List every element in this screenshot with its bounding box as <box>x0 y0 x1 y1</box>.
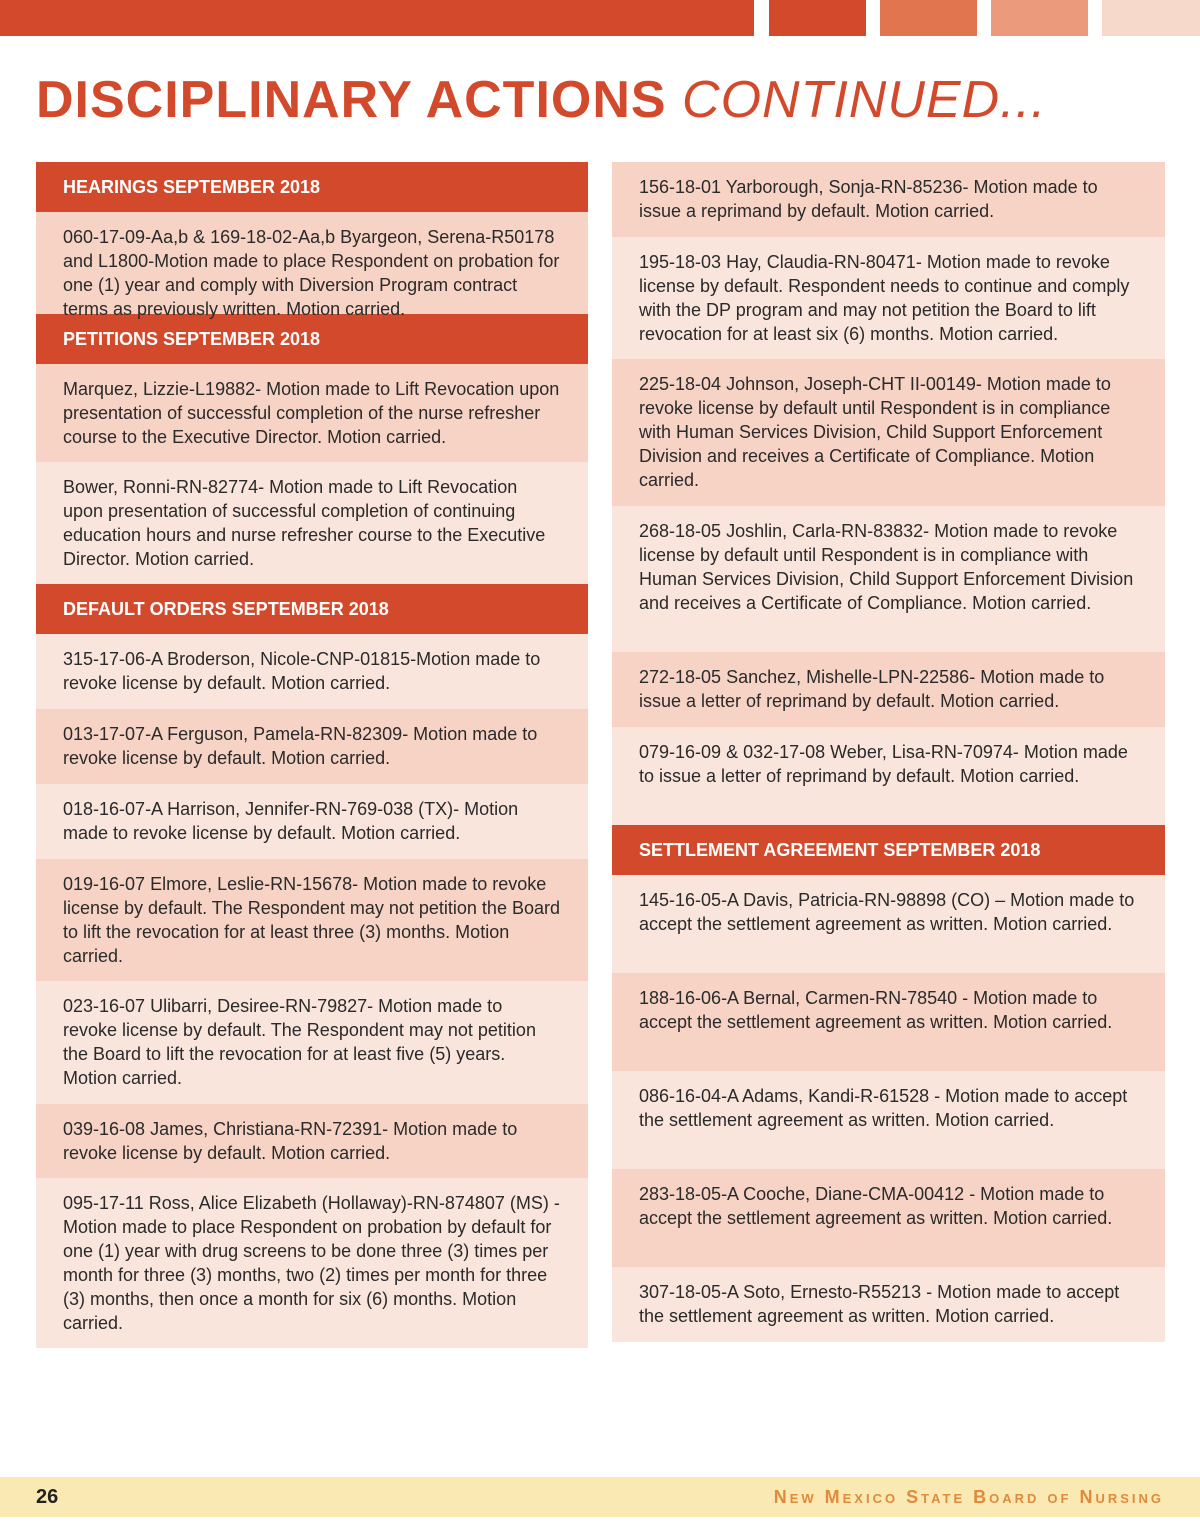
left-column <box>36 162 588 1348</box>
default-order-entry: 039-16-08 James, Christiana-RN-72391- Motion made to revoke license by default. Motion carried. <box>36 1104 588 1178</box>
settlement-entry: 307-18-05-A Soto, Ernesto-R55213 - Motion made to accept the settlement agreement as written. Motion carried. <box>612 1267 1165 1342</box>
footer-band <box>0 1477 1200 1517</box>
default-order-entry: 268-18-05 Joshlin, Carla-RN-83832- Motion made to revoke license by default until Respondent is in compliance with Human Services Division, Child Support Enforcement Division and receives a Certificate of Compliance. Motion carried. <box>612 506 1165 652</box>
default-order-entry: 023-16-07 Ulibarri, Desiree-RN-79827- Motion made to revoke license by default. The Respondent may not petition the Board to lift the revocation for at least five (5) years. Motion carried. <box>36 981 588 1104</box>
page-number: 26 <box>36 1486 59 1508</box>
default-order-entry: 195-18-03 Hay, Claudia-RN-80471- Motion made to revoke license by default. Respondent needs to continue and comply with the DP program and may not petition the Board to lift revocation for at least six (6) months. Motion carried. <box>612 237 1165 359</box>
top-accent-bar <box>0 0 754 36</box>
petition-entry: Marquez, Lizzie-L19882- Motion made to Lift Revocation upon presentation of successful completion of the nurse refresher course to the Executive Director. Motion carried. <box>36 364 588 462</box>
section-heading-petitions: PETITIONS SEPTEMBER 2018 <box>36 314 588 364</box>
default-order-entry: 315-17-06-A Broderson, Nicole-CNP-01815-Motion made to revoke license by default. Motion carried. <box>36 634 588 709</box>
top-accent-block <box>991 0 1088 36</box>
page-title-continued: CONTINUED... <box>682 71 1047 129</box>
settlement-entry: 086-16-04-A Adams, Kandi-R-61528 - Motion made to accept the settlement agreement as written. Motion carried. <box>612 1071 1165 1169</box>
top-accent-block <box>1102 0 1200 36</box>
default-order-entry: 095-17-11 Ross, Alice Elizabeth (Hollaway)-RN-874807 (MS) - Motion made to place Respondent on probation by default for one (1) year with drug screens to be done three (3) times per month for three (3) months, two (2) times per month for three (3) months, then once a month for six (6) months. Motion carried. <box>36 1178 588 1348</box>
top-accent-block <box>769 0 866 36</box>
default-order-entry: 079-16-09 & 032-17-08 Weber, Lisa-RN-70974- Motion made to issue a letter of reprimand by default. Motion carried. <box>612 727 1165 825</box>
hearing-entry: 060-17-09-Aa,b & 169-18-02-Aa,b Byargeon, Serena-R50178 and L1800-Motion made to place Respondent on probation for one (1) year and comply with Diversion Program contract terms as previously written. Motion carried. <box>36 212 588 314</box>
settlement-entry: 188-16-06-A Bernal, Carmen-RN-78540 - Motion made to accept the settlement agreement as written. Motion carried. <box>612 973 1165 1071</box>
publisher-name: New Mexico State Board of Nursing <box>773 1487 1164 1507</box>
top-accent-block <box>880 0 977 36</box>
petition-entry: Bower, Ronni-RN-82774- Motion made to Lift Revocation upon presentation of successful completion of continuing education hours and nurse refresher course to the Executive Director. Motion carried. <box>36 462 588 584</box>
default-order-entry: 019-16-07 Elmore, Leslie-RN-15678- Motion made to revoke license by default. The Respondent may not petition the Board to lift the revocation for at least three (3) months. Motion carried. <box>36 859 588 981</box>
default-order-entry: 225-18-04 Johnson, Joseph-CHT II-00149- Motion made to revoke license by default until Respondent is in compliance with Human Services Division, Child Support Enforcement Division and receives a Certificate of Compliance. Motion carried. <box>612 359 1165 506</box>
default-order-entry: 272-18-05 Sanchez, Mishelle-LPN-22586- Motion made to issue a letter of reprimand by default. Motion carried. <box>612 652 1165 727</box>
section-heading-settlement: SETTLEMENT AGREEMENT SEPTEMBER 2018 <box>612 825 1165 875</box>
page-title <box>36 70 1046 130</box>
right-column <box>612 162 1165 1342</box>
section-heading-default-orders: DEFAULT ORDERS SEPTEMBER 2018 <box>36 584 588 634</box>
settlement-entry: 283-18-05-A Cooche, Diane-CMA-00412 - Motion made to accept the settlement agreement as written. Motion carried. <box>612 1169 1165 1267</box>
default-order-entry: 018-16-07-A Harrison, Jennifer-RN-769-038 (TX)- Motion made to revoke license by default. Motion carried. <box>36 784 588 859</box>
section-heading-hearings: HEARINGS SEPTEMBER 2018 <box>36 162 588 212</box>
page-title-main: DISCIPLINARY ACTIONS <box>36 71 667 129</box>
settlement-entry: 145-16-05-A Davis, Patricia-RN-98898 (CO) – Motion made to accept the settlement agreement as written. Motion carried. <box>612 875 1165 973</box>
default-order-entry: 013-17-07-A Ferguson, Pamela-RN-82309- Motion made to revoke license by default. Motion carried. <box>36 709 588 784</box>
default-order-entry: 156-18-01 Yarborough, Sonja-RN-85236- Motion made to issue a reprimand by default. Motion carried. <box>612 162 1165 237</box>
